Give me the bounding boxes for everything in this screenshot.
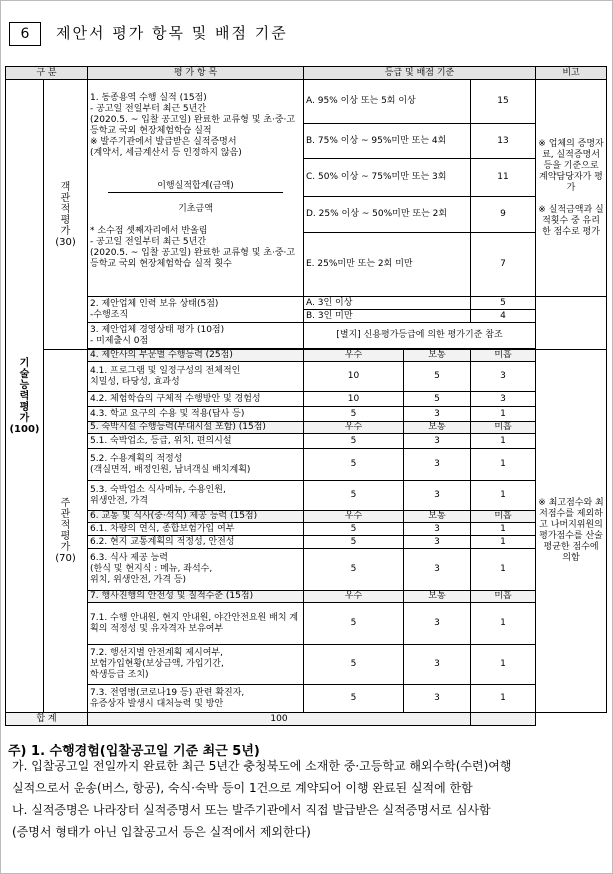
total-label: 합 계 [6,713,88,726]
item2-grade-a-label: A. 3인 이상 [304,297,471,310]
row-7-2-poor: 1 [471,645,536,685]
table-row [6,392,607,407]
table-row [6,362,607,392]
remark-objective: ※ 업체의 증명자료, 실적증명서 등을 기준으로 계약담당자가 평가 ※ 실적금액과 실적횟수 중 유리한 점수로 평가 [536,80,607,297]
row-6-3-normal: 3 [404,549,471,591]
evaluation-table [5,66,607,726]
formula-numerator: 이행실적합계(금액) [108,181,283,193]
row-5-2-label: 5.2. 수용계획의 적정성 (객실면적, 배정인원, 남녀객실 배치계획) [88,449,304,481]
table-row [6,481,607,511]
table-header-row [6,67,607,80]
row-7-1-label: 7.1. 수행 안내원, 현지 안내원, 야간안전요원 배치 계획의 적정성 및 유자격자 보유여부 [88,603,304,645]
table-row [6,549,607,591]
row-7-1-normal: 3 [404,603,471,645]
row-4-2-normal: 5 [404,392,471,407]
table-row [6,591,607,603]
row-4-3-excellent: 5 [304,407,404,422]
note-line-3: 나. 실적증명은 나라장터 실적증명서 또는 발주기관에서 직접 발급받은 실적증명서로 심사함 [12,803,491,817]
formula-denominator: 기초금액 [178,204,213,214]
row-5-3-normal: 3 [404,481,471,511]
row-6-2-poor: 1 [471,536,536,549]
row-6-1-label: 6.1. 차량의 연식, 종합보험가입 여부 [88,523,304,536]
row-4-3-normal: 3 [404,407,471,422]
table-row [6,323,607,349]
table-row [6,645,607,685]
grade-poor: 미흡 [471,591,536,603]
grade-a-label: A. 95% 이상 또는 5회 이상 [304,80,471,124]
row-7-2-normal: 3 [404,645,471,685]
table-row [6,297,607,310]
row-5-1-normal: 3 [404,434,471,449]
row-7-3-label: 7.3. 전염병(코로나19 등) 관련 확진자, 유증상자 발생시 대처능력 및 방안 [88,685,304,713]
total-value: 100 [88,713,471,726]
item3-criteria: [별지] 신용평가등급에 의한 평가기준 참조 [304,323,536,349]
section-title: 제안서 평가 항목 및 배점 기준 [56,24,288,42]
grade-excellent: 우수 [304,350,404,362]
objective-label: 객 관 적 평 가 (30) [44,80,88,350]
formula [90,170,301,215]
grade-d-label: D. 25% 이상 ~ 50%미만 또는 2회 [304,197,471,233]
row-4-1-label: 4.1. 프로그램 및 일정구성의 전체적인 치밀성, 타당성, 효과성 [88,362,304,392]
row-5-2-normal: 3 [404,449,471,481]
note-line-4: (증명서 형태가 아닌 입찰공고서 등은 실적에서 제외한다) [12,825,311,839]
row-5-2-poor: 1 [471,449,536,481]
note-line-2: 실적으로서 운송(버스, 항공), 숙식·숙박 등이 1건으로 계약되어 이행 완료된 실적에 한함 [12,781,473,795]
grade-b-score: 13 [471,124,536,159]
section5-title: 5. 숙박시설 수행능력(부대시설 포함) (15점) [88,422,304,434]
item1-text2: * 소수점 셋째자리에서 반올림 - 공고일 전일부터 최근 5년간 (2020.5. ~ 입찰 공고일) 완료한 교류형 및 초·중·고등학교 국외 현장체험학습 실적 횟수 [90,226,296,269]
row-6-3-poor: 1 [471,549,536,591]
row-6-1-excellent: 5 [304,523,404,536]
row-6-2-label: 6.2. 현지 교통계획의 적정성, 안전성 [88,536,304,549]
row-4-2-excellent: 10 [304,392,404,407]
row-5-1-poor: 1 [471,434,536,449]
grade-poor: 미흡 [471,350,536,362]
row-4-3-label: 4.3. 학교 요구의 수용 및 적용(답사 등) [88,407,304,422]
header-remark: 비고 [536,67,607,80]
item3-text: 3. 제안업체 경영상태 평가 (10점) - 미제출시 0점 [88,323,304,349]
table-row [6,449,607,481]
grade-a-score: 15 [471,80,536,124]
table-row [6,511,607,523]
item1-text: 1. 동종용역 수행 실적 (15점) - 공고일 전일부터 최근 5년간 (2020.5. ~ 입찰 공고일) 완료한 교류형 및 초·중·고등학교 국외 현장체험학습 실적 ※ 발주기관에서 발급받은 실적증명서 (계약서, 세금계산서 등 인정하지 않음) [90,93,296,158]
row-5-1-label: 5.1. 숙박업소, 등급, 위치, 편의시설 [88,434,304,449]
table-row [6,407,607,422]
grade-excellent: 우수 [304,422,404,434]
table-row [6,80,607,124]
row-7-2-excellent: 5 [304,645,404,685]
item2-grade-b-score: 4 [471,310,536,323]
row-6-2-excellent: 5 [304,536,404,549]
total-remark [471,713,536,726]
table-row [6,685,607,713]
table-row [6,434,607,449]
grade-c-score: 11 [471,159,536,197]
grade-poor: 미흡 [471,422,536,434]
row-7-1-poor: 1 [471,603,536,645]
grade-excellent: 우수 [304,591,404,603]
table-row [6,523,607,536]
table-row [6,603,607,645]
section4-title: 4. 제안사의 부문별 수행능력 (25점) [88,350,304,362]
row-4-1-poor: 3 [471,362,536,392]
section6-title: 6. 교통 및 식사(중·석식) 제공 능력 (15점) [88,511,304,523]
header-criteria: 등급 및 배점 기준 [304,67,536,80]
subjective-label: 주 관 적 평 가 (70) [44,350,88,713]
grade-normal: 보통 [404,350,471,362]
row-6-3-excellent: 5 [304,549,404,591]
note-line-1: 가. 입찰공고일 전일까지 완료한 최근 5년간 충청북도에 소재한 중·고등학교 해외수학(수련)여행 [12,759,512,773]
row-7-3-normal: 3 [404,685,471,713]
grade-poor: 미흡 [471,511,536,523]
table-row [6,422,607,434]
grade-d-score: 9 [471,197,536,233]
row-4-1-normal: 5 [404,362,471,392]
row-6-1-poor: 1 [471,523,536,536]
header-category: 구 분 [6,67,88,80]
total-row [6,713,607,726]
table-row [6,350,607,362]
grade-c-label: C. 50% 이상 ~ 75%미만 또는 3회 [304,159,471,197]
row-5-1-excellent: 5 [304,434,404,449]
row-4-3-poor: 1 [471,407,536,422]
remark-subjective: ※ 최고점수와 최저점수를 제외하고 나머지위원의 평가점수를 산술평균한 점수에 의함 [536,350,607,713]
row-7-3-poor: 1 [471,685,536,713]
row-5-3-label: 5.3. 숙박업소 식사메뉴, 수용인원, 위생안전, 가격 [88,481,304,511]
row-5-3-poor: 1 [471,481,536,511]
row-7-1-excellent: 5 [304,603,404,645]
item2-text: 2. 제안업체 인력 보유 상태(5점) -수행조직 [88,297,304,323]
row-6-2-normal: 3 [404,536,471,549]
table-row [6,536,607,549]
section7-title: 7. 행사진행의 안전성 및 질적수준 (15점) [88,591,304,603]
grade-normal: 보통 [404,591,471,603]
row-4-2-label: 4.2. 체험학습의 구체적 수행방안 및 경험성 [88,392,304,407]
grade-excellent: 우수 [304,511,404,523]
group-main-label: 기 술 능 력 평 가 (100) [6,80,44,713]
grade-e-label: E. 25%미만 또는 2회 미만 [304,233,471,297]
header-items: 평 가 항 목 [88,67,304,80]
row-6-1-normal: 3 [404,523,471,536]
grade-e-score: 7 [471,233,536,297]
item2-grade-a-score: 5 [471,297,536,310]
row-4-2-poor: 3 [471,392,536,407]
notes-title: 주) 1. 수행경험(입찰공고일 기준 최근 5년) [8,744,260,759]
section-number: 6 [9,22,41,46]
row-7-2-label: 7.2. 행선지별 안전계획 제시여부, 보험가입현황(보상금액, 가입기간, 학생등급 조치) [88,645,304,685]
remark-empty [536,297,607,350]
row-6-3-label: 6.3. 식사 제공 능력 (한식 및 현지식 : 메뉴, 좌석수, 위치, 위생안전, 가격 등) [88,549,304,591]
grade-b-label: B. 75% 이상 ~ 95%미만 또는 4회 [304,124,471,159]
row-7-3-excellent: 5 [304,685,404,713]
row-4-1-excellent: 10 [304,362,404,392]
row-5-3-excellent: 5 [304,481,404,511]
row-5-2-excellent: 5 [304,449,404,481]
grade-normal: 보통 [404,511,471,523]
grade-normal: 보통 [404,422,471,434]
item2-grade-b-label: B. 3인 미만 [304,310,471,323]
